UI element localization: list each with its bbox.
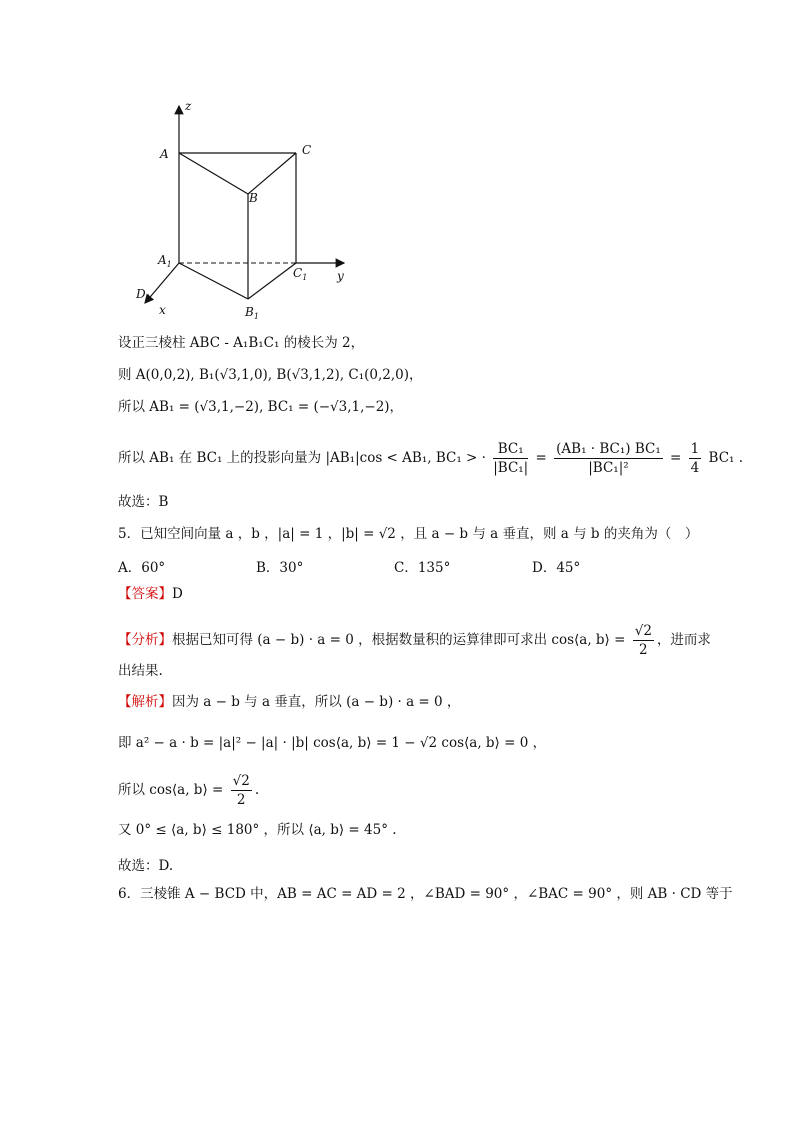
question5-solution-4: 又 0° ≤ ⟨a, b⟩ ≤ 180° ，所以 ⟨a, b⟩ = 45° . — [118, 822, 397, 838]
label-b1: $B_1$ — [245, 305, 259, 321]
question5-solution-1: 【解析】因为 a − b 与 a 垂直，所以 (a − b) · a = 0 ， — [118, 694, 461, 710]
prism-figure — [128, 96, 368, 328]
question5-solution-2: 即 a² − a · b = |a|² − |a| · |b| cos⟨a, b⟩ = 1 − √2 cos⟨a, b⟩ = 0 ， — [118, 735, 547, 751]
question5-conclusion: 故选：D. — [118, 858, 174, 874]
solution4-vectors: 所以 AB₁ = (√3,1,−2), BC₁ = (−√3,1,−2)， — [118, 399, 404, 415]
projection-fraction-1: $\frac{\text{BC₁}}{\text{|BC₁|}}$ — [493, 441, 529, 476]
label-c: C — [302, 143, 312, 157]
solution4-conclusion: 故选：B — [118, 494, 169, 510]
answer-tag: 【答案】 — [118, 586, 172, 602]
edge-a1b1 — [179, 263, 248, 299]
solution-fraction: $\frac{√2}{2}$ — [232, 773, 250, 808]
label-x: x — [159, 303, 166, 317]
solution4-coords: 则 A(0,0,2), B₁(√3,1,0), B(√3,1,2), C₁(0,2,0)， — [118, 367, 423, 383]
projection-result: BC₁ . — [708, 450, 744, 466]
solution-tag: 【解析】 — [118, 694, 172, 710]
question6-stem: 6．三棱锥 A − BCD 中，AB = AC = AD = 2 ，∠BAD = 90° ，∠BAC = 90° ，则 AB · CD 等于 — [118, 886, 733, 902]
label-b: B — [249, 191, 258, 205]
projection-prefix: 所以 AB₁ 在 BC₁ 上的投影向量为 — [118, 450, 322, 466]
option-d: D．45° — [532, 560, 581, 576]
label-c1: $C_1$ — [293, 266, 308, 282]
label-z: z — [185, 99, 192, 113]
label-d1: $D_1$ — [136, 287, 151, 303]
question5-answer — [118, 584, 183, 604]
projection-fraction-3: $\frac{1}{4}$ — [690, 441, 700, 476]
label-y: y — [337, 269, 344, 283]
label-a: A — [160, 147, 169, 161]
edge-ab — [179, 153, 248, 194]
question5-analysis: 【分析】根据已知可得 (a − b) · a = 0 ，根据数量积的运算律即可求出 cos⟨a, b⟩ = $\frac{√2}{2}$ ，进而求 — [118, 623, 711, 658]
label-a1: $A_1$ — [158, 253, 172, 269]
analysis-tag: 【分析】 — [118, 632, 172, 648]
answer-value: D — [172, 586, 183, 602]
option-a: A．60° — [118, 560, 166, 576]
option-c: C．135° — [394, 560, 451, 576]
question5-stem: 5．已知空间向量 a ，b ，|a| = 1 ，|b| = √2 ，且 a − b 与 a 垂直，则 a 与 b 的夹角为（ ） — [118, 526, 699, 542]
edge-bc — [248, 153, 296, 194]
edge-b1c1 — [248, 263, 296, 299]
option-b: B．30° — [256, 560, 304, 576]
solution4-projection: 所以 AB₁ 在 BC₁ 上的投影向量为 |AB₁|cos < AB₁, BC₁ > · $\frac{\text{BC₁}}{\text{|BC₁|}}$ = $\frac{\text{(AB₁ · BC₁) BC₁}}{\text{|BC₁|²}}$ = $\frac{1}{4}$ BC₁ . — [118, 441, 744, 476]
analysis-fraction: $\frac{√2}{2}$ — [634, 623, 652, 658]
projection-expr: |AB₁|cos < AB₁, BC₁ > · — [325, 450, 486, 466]
solution4-setup: 设正三棱柱 ABC - A₁B₁C₁ 的棱长为 2， — [118, 335, 365, 351]
projection-fraction-2: $\frac{\text{(AB₁ · BC₁) BC₁}}{\text{|BC₁|²}}$ — [556, 441, 661, 476]
question5-analysis-end: 出结果. — [118, 663, 163, 679]
question5-solution-3: 所以 cos⟨a, b⟩ = $\frac{√2}{2}$ . — [118, 773, 260, 808]
question5-options — [118, 558, 670, 578]
